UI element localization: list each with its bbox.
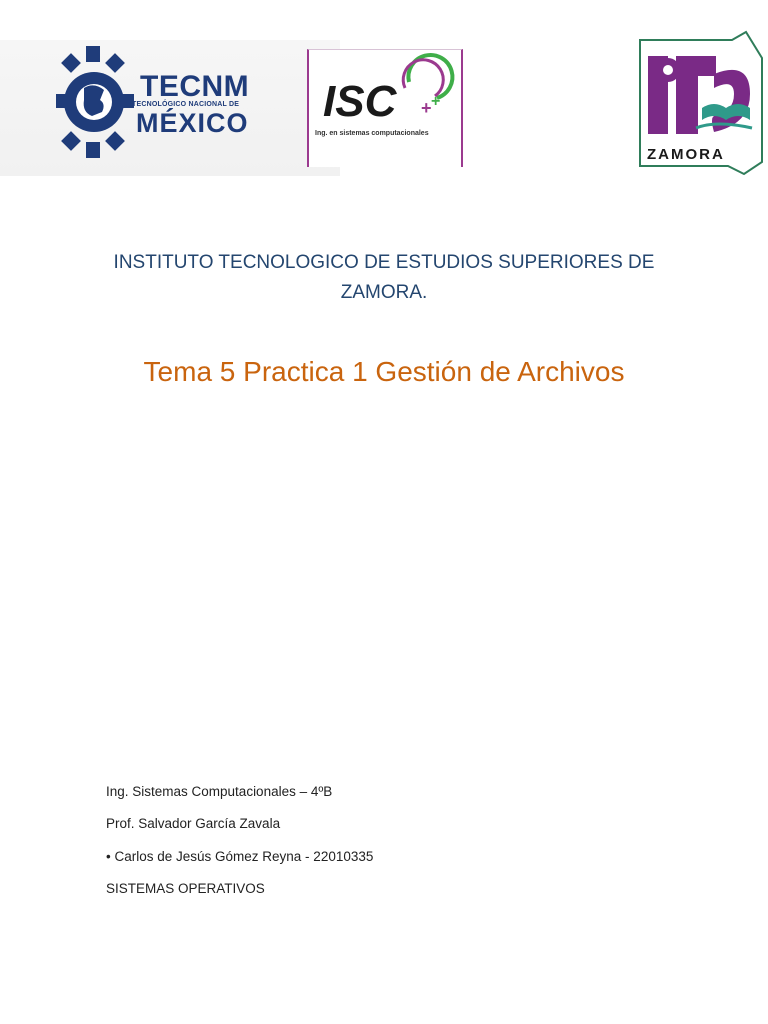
ites-logo-label: ZAMORA [647,146,725,163]
subject-line: SISTEMAS OPERATIVOS [106,881,265,896]
tecnm-logo-country: MÉXICO [136,108,249,138]
ites-zamora-logo [636,30,764,176]
isc-logo-letters: ISC [323,77,397,126]
svg-text:+: + [431,93,441,110]
isc-logo-subtitle: Ing. en sistemas computacionales [315,130,429,137]
student-line: • Carlos de Jesús Gómez Reyna - 22010335 [106,849,374,864]
institute-name [100,248,668,308]
tecnm-logo-title: TECNM [140,70,250,103]
isc-logo [307,49,463,167]
document-title: Tema 5 Practica 1 Gestión de Archivos [143,356,625,387]
professor-line: Prof. Salvador García Zavala [106,816,281,831]
tecnm-gear-emblem-icon [56,44,136,164]
career-line: Ing. Sistemas Computacionales – 4ºB [106,784,333,799]
institute-name-line2: ZAMORA. [340,282,428,303]
isc-logo-mark-icon [309,50,461,130]
institute-name-line1: INSTITUTO TECNOLOGICO DE ESTUDIOS SUPERIORES DE [113,252,655,273]
tecnm-logo [56,44,250,164]
svg-text:+: + [421,98,432,118]
tecnm-logo-subtitle: TECNOLÓGICO NACIONAL DE [132,101,240,108]
